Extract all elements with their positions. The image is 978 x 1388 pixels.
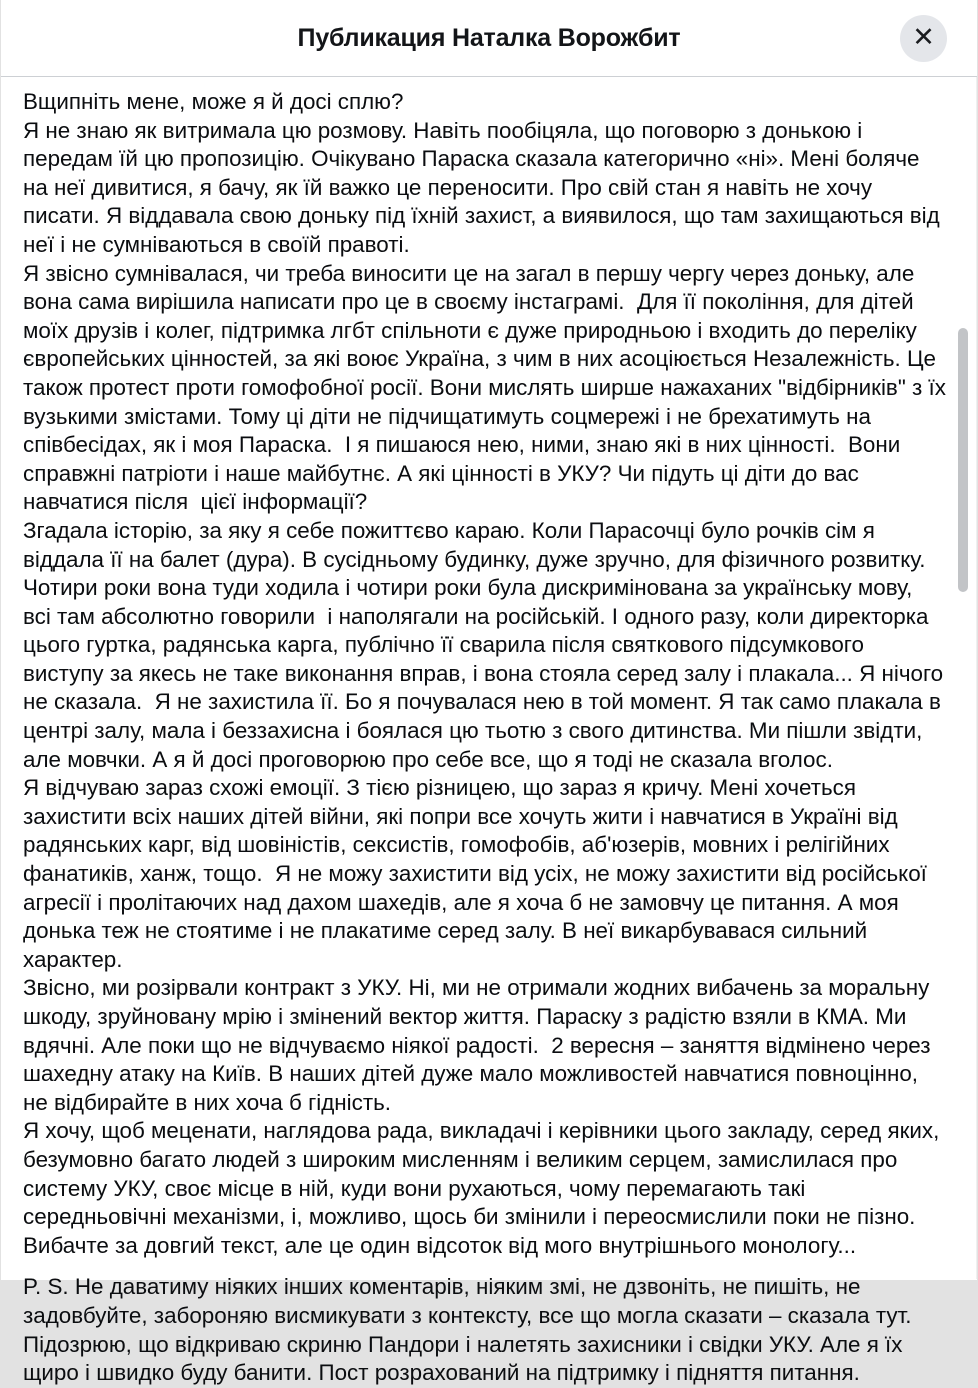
post-paragraph: Я звісно сумнівалася, чи треба виносити це на загал в першу чергу через доньку, але вона сама вирішила написати про це в своєму інстаграмі. Для її покоління, для дітей моїх друзів і колег, підтримка лгбт спільноти є дуже природньою і входить до переліку європейських цінностей, за які воює Україна, з чим в них асоціюється Незалежність. Це також протест проти гомофобної росії. Вони мислять ширше нажаханих "відбірників" з їх вузькими змістами. Тому ці діти не підчищатимуть соцмережі і не брехатимуть на співбесідах, як і моя Параска. І я пишаюся нею, ними, знаю які в них цінності. Вони справжні патріоти і наше майбутнє. А які цінності в УКУ? Чи підуть ці діти до вас навчатися після цієї інформації?	[23, 260, 953, 515]
post-paragraph: Згадала історію, за яку я себе пожиттєво караю. Коли Парасочці було рочків сім я віддала її на балет (дура). В сусідньому будинку, дуже зручно, для фізичного розвитку. Чотири роки вона туди ходила і чотири роки була дискримінована за українську мову, всі там абсолютно говорили і наполягали на російській. І одного разу, коли директорка цього гуртка, радянська карга, публічно її сварила після святкового підсумкового виступу за якесь не таке виконання вправ, і вона стояла серед залу і плакала... Я нічого не сказала. Я не захистила її. Бо я почувалася нею в той момент. Я так само плакала в центрі залу, мала і беззахисна і боялася цю тьотю з свого дитинства. Ми пішли звідти, але мовчки. А я й досі проговорюю про себе все, що я тоді не сказала вголос.	[23, 517, 950, 772]
post-paragraph: Вибачте за довгий текст, але це один відсоток від мого внутрішнього монологу...	[23, 1232, 857, 1258]
page-title: Публикация Наталка Ворожбит	[297, 23, 681, 52]
post-paragraph: Я хочу, щоб меценати, наглядова рада, викладачі і керівники цього закладу, серед яких, безумовно багато людей з широким мисленням і великим серцем, замислилася про систему УКУ, своє місце в ній, куди вони рухаються, чому перемагають такі середньовічні механізми, і, можливо, щось би змінили і переосмислили поки не пізно.	[23, 1118, 946, 1230]
scrollbar[interactable]	[956, 78, 972, 1280]
post-modal	[1, 0, 977, 1386]
scrollbar-thumb[interactable]	[958, 328, 968, 592]
post-paragraph: Я відчуваю зараз схожі емоції. З тією різницею, що зараз я кричу. Мені хочеться захистити всіх наших дітей війни, які попри все хочуть жити і навчатися в Україні від радянських карг, від шовіністів, сексистів, гомофобів, аб'юзерів, мовних і релігійних фанатиків, ханж, тощо. Я не можу захистити від усіх, не можу захистити від російської агресії і пролітаючих над дахом шахедів, але я хоча б не замовчу це питання. А моя донька теж не стоятиме і не плакатиме серед залу. В неї викарбувавася сильний характер.	[23, 775, 934, 972]
post-paragraph: Звісно, ми розірвали контракт з УКУ. Ні, ми не отримали жодних вибачень за моральну шкоду, зруйновану мрію і змінений вектор життя. Параску з радістю взяли в КМА. Ми вдячні. Але поки що не відчуваємо ніякої радості. 2 вересня – заняття відмінено через шахедну атаку на Київ. В наших дітей дуже мало можливостей навчатися повноцінно, не відбирайте в них хоча б гідність.	[23, 975, 937, 1115]
post-paragraph: Вщипніть мене, може я й досі сплю?	[23, 89, 404, 114]
post-paragraph: Я не знаю як витримала цю розмову. Навіть пообіцяла, що поговорю з донькою і передам їй цю пропозицію. Очікувано Параска сказала категорично «ні». Мені боляче на неї дивитися, я бачу, як їй важко це переносити. Про свій стан я навіть не хочу писати. Я віддавала свою доньку під їхній захист, а виявилося, що там захищаються від неї і не сумніваються в своїй правоті.	[23, 117, 946, 257]
close-icon: ✕	[912, 22, 935, 52]
modal-header	[1, 0, 977, 77]
post-paragraph-ps: P. S. Не даватиму ніяких інших коментарів, ніяким змі, не дзвоніть, не пишіть, не задовбуйте, забороняю висмикувати з контексту, все що могла сказати – сказала тут. Підозрюю, що відкриваю скриню Пандори і налетять захисники і свідки УКУ. Але я їх щиро і швидко буду банити. Пост розрахований на підтримку і підняття питання.	[23, 1274, 918, 1386]
post-body	[1, 77, 977, 1386]
close-button[interactable]	[900, 15, 947, 62]
